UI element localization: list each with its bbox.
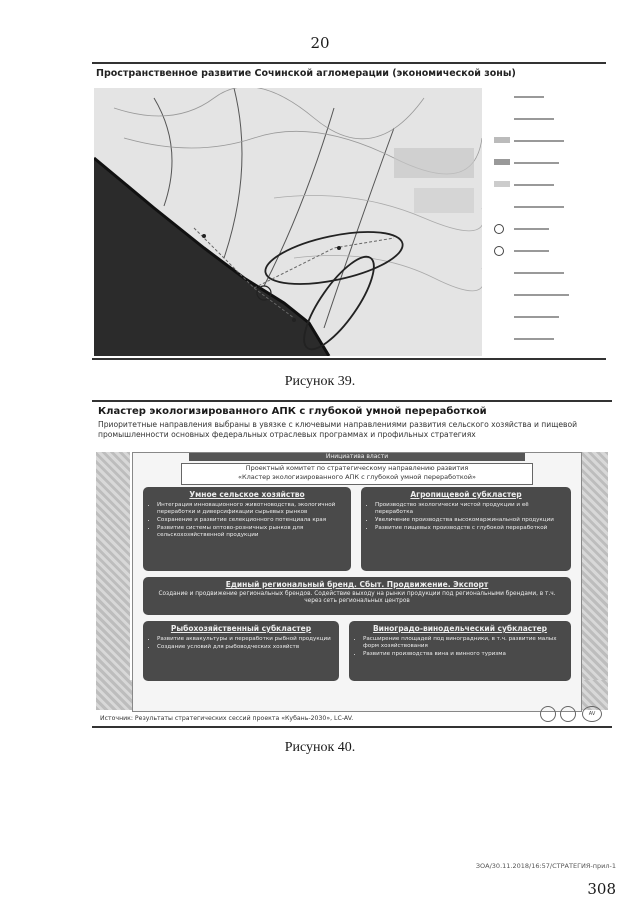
list-item: • Интеграция инновационного животноводства, экологичной переработки и диверсификации сырьевых рынков [157, 502, 345, 516]
figure-40 [92, 400, 612, 730]
initiative-bar: Инициатива власти [189, 453, 525, 461]
wine-subcluster-box [349, 621, 571, 681]
page-number-bottom: 308 [587, 880, 616, 898]
figure-bottom-rule [92, 358, 606, 360]
page-number-top: 20 [310, 34, 330, 52]
smart-agriculture-box [143, 487, 351, 571]
figure-39-caption: Рисунок 39. [284, 374, 356, 389]
figure-bottom-rule [92, 726, 612, 728]
av-logo: AV [582, 706, 602, 722]
list-item: • Расширение площадей под виноградники, в т.ч. развитие малых форм хозяйствования [363, 636, 565, 650]
photo-collage-left [96, 452, 130, 710]
figure-source: Источник: Результаты стратегических сессий проекта «Кубань-2030», LC-AV. [100, 715, 354, 722]
box-title: Единый региональный бренд. Сбыт. Продвижение. Экспорт [225, 580, 489, 589]
list-item: • Сохранение и развитие селекционного потенциала края [157, 517, 345, 524]
list-item: • Развитие производства вина и винного туризма [363, 651, 565, 658]
agro-food-subcluster-box [361, 487, 571, 571]
regional-brand-box [143, 577, 571, 615]
figure-39 [92, 62, 606, 362]
project-committee-box [181, 463, 533, 485]
document-code: ЗОА/30.11.2018/16:57/СТРАТЕГИЯ-прил-1 [475, 862, 616, 870]
committee-line-2: «Кластер экологизированного АПК с глубокой умной переработкой» [238, 473, 476, 481]
fishery-subcluster-box [143, 621, 339, 681]
list-item: • Создание условий для рыбоводческих хозяйств [157, 644, 333, 651]
figure-title: Пространственное развитие Сочинской агломерации (экономической зоны) [96, 68, 516, 79]
cluster-diagram [132, 452, 582, 712]
box-title: Умное сельское хозяйство [189, 490, 305, 499]
list-item: • Развитие пищевых производств с глубокой переработкой [375, 525, 565, 532]
emblem-logo [560, 706, 576, 722]
figure-subtitle: Приоритетные направления выбраны в увязке с ключевыми направлениями развития сельского хозяйства и пищевой промышленности основных федеральных отраслевых программах и профильных стратегиях [98, 420, 578, 439]
figure-title: Кластер экологизированного АПК с глубокой умной переработкой [98, 406, 487, 417]
figure-40-caption: Рисунок 40. [284, 740, 356, 755]
list-item: • Развитие аквакультуры и переработки рыбной продукции [157, 636, 333, 643]
map-legend [492, 92, 602, 354]
box-title: Агропищевой субкластер [410, 490, 522, 499]
agglomeration-map [94, 88, 482, 356]
committee-line-1: Проектный комитет по стратегическому направлению развития [245, 464, 469, 472]
photo-collage-right [582, 452, 608, 710]
map-graphic [94, 88, 482, 356]
box-title: Виноградо-винодельческий субкластер [372, 624, 548, 633]
figure-top-rule [92, 62, 606, 64]
list-item: • Увеличение производства высокомаржинальной продукции [375, 517, 565, 524]
figure-top-rule [92, 400, 612, 402]
list-item: • Производство экологически чистой продукции и её переработка [375, 502, 565, 516]
crest-logo [540, 706, 556, 722]
list-item: • Развитие системы оптово-розничных рынков для сельскохозяйственной продукции [157, 525, 345, 539]
box-title: Рыбохозяйственный субкластер [170, 624, 312, 633]
box-text: Создание и продвижение региональных брендов. Содействие выходу на рынки продукции под региональными брендами, в т.ч. через сеть региональных центров [158, 591, 556, 604]
